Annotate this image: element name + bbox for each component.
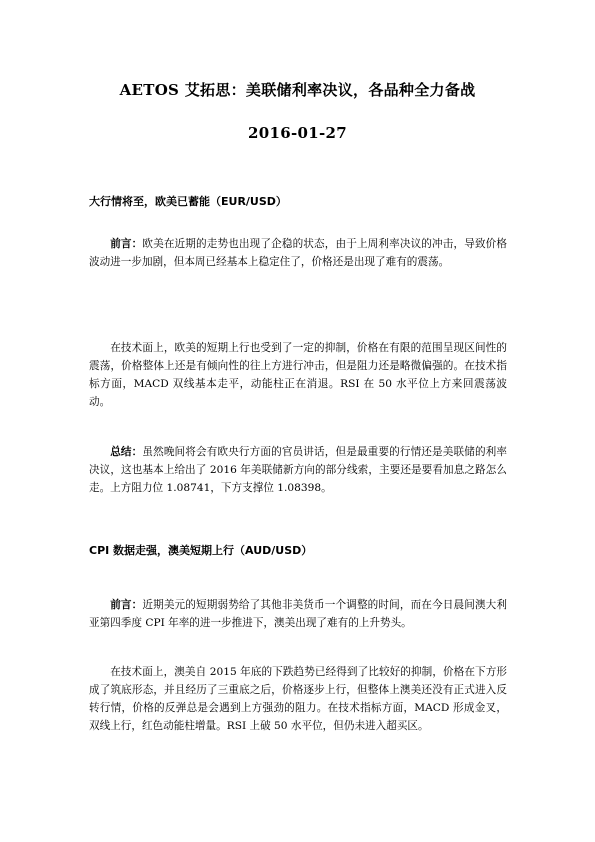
eurusd-summary-paragraph xyxy=(89,443,507,497)
document-title: AETOS 艾拓思：美联储利率决议，各品种全力备战 xyxy=(119,81,476,99)
summary-label: 总结： xyxy=(110,446,143,458)
section-heading-eurusd: 大行情将至，欧美已蓄能（EUR/USD） xyxy=(89,195,287,208)
preface-text: 欧美在近期的走势也出现了企稳的状态，由于上周利率决议的冲击，导致价格波动进一步加剧，但本周已经基本上稳定住了，价格还是出现了难有的震荡。 xyxy=(89,238,507,268)
eurusd-technical-paragraph xyxy=(89,339,507,411)
technical-text: 在技术面上，澳美自 2015 年底的下跌趋势已经得到了比较好的抑制，价格在下方形成了筑底形态，并且经历了三重底之后，价格逐步上行，但整体上澳美还没有正式进入反转行情，价格的反弹总是会遇到上方强劲的阻力。在技术指标方面，MACD 形成金叉，双线上行，红色动能柱增量。RSI 上破 50 水平位，但仍未进入超买区。 xyxy=(89,666,507,732)
preface-text: 近期美元的短期弱势给了其他非美货币一个调整的时间，而在今日晨间澳大利亚第四季度 CPI 年率的进一步推进下，澳美出现了难有的上升势头。 xyxy=(89,599,507,629)
preface-label: 前言： xyxy=(110,238,143,250)
audusd-preface-paragraph xyxy=(89,596,507,632)
audusd-technical-paragraph xyxy=(89,663,507,735)
preface-label: 前言： xyxy=(110,599,143,611)
section-heading-audusd: CPI 数据走强，澳美短期上行（AUD/USD） xyxy=(89,544,313,557)
technical-text: 在技术面上，欧美的短期上行也受到了一定的抑制，价格在有限的范围呈现区间性的震荡，价格整体上还是有倾向性的往上方进行冲击，但是阻力还是略微偏强的。在技术指标方面，MACD 双线基本走平，动能柱正在消退。RSI 在 50 水平位上方来回震荡波动。 xyxy=(89,342,507,408)
eurusd-preface-paragraph xyxy=(89,235,507,271)
summary-text: 虽然晚间将会有欧央行方面的官员讲话，但是最重要的行情还是美联储的利率决议，这也基本上给出了 2016 年美联储新方向的部分线索，主要还是要看加息之路怎么走。上方阻力位 1.08741，下方支撑位 1.08398。 xyxy=(89,446,507,494)
document-date: 2016-01-27 xyxy=(248,124,347,142)
